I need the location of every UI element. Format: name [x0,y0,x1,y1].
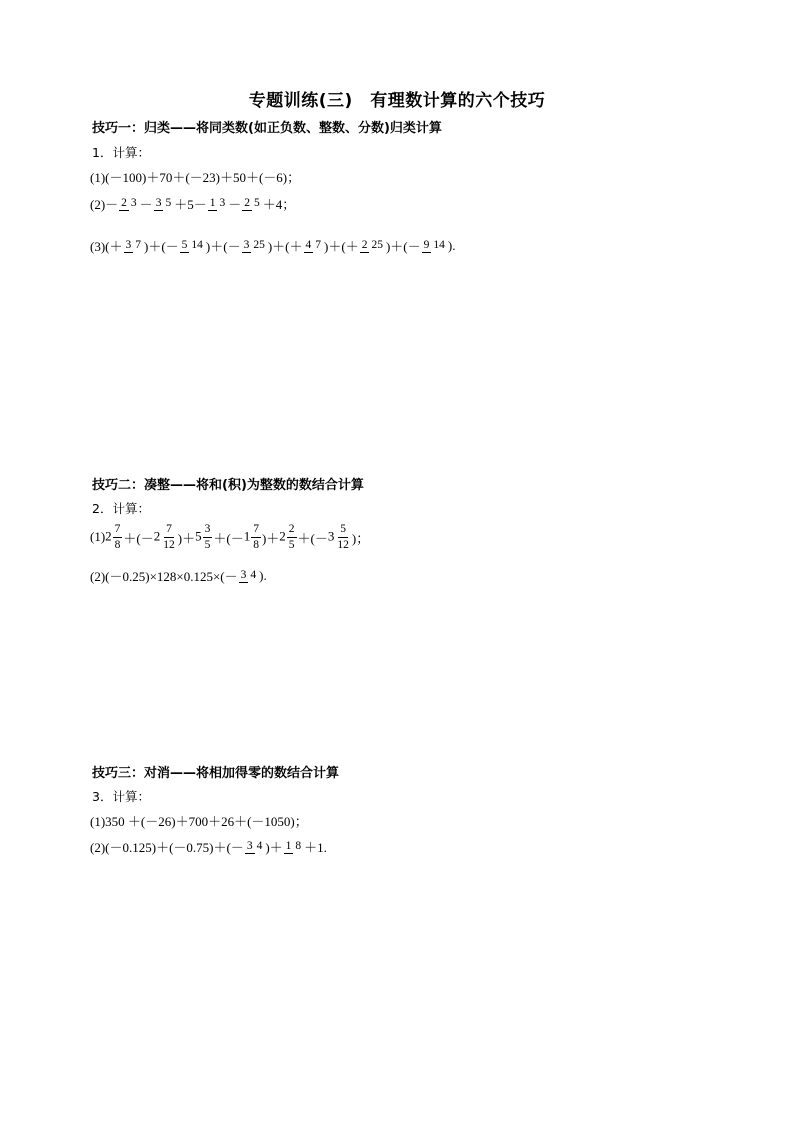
expr-text: )＋(－ [205,239,241,254]
fraction [203,523,213,552]
numerator: 1 [285,840,292,853]
denominator: 7 [315,239,322,252]
question-3-label: 3．计算： [92,789,150,804]
numerator: 3 [203,523,213,538]
expr-text: ＋1. [304,840,327,855]
mixed-number [195,523,213,552]
expr-text: ＋(－ [297,530,328,546]
fraction [119,197,139,210]
denominator: 25 [371,239,383,252]
fraction [245,840,265,853]
denominator: 5 [288,538,295,551]
fraction [242,197,262,210]
fraction [208,197,228,210]
whole-part: 2 [279,528,286,544]
expr-text: ＋4； [262,197,296,212]
numerator: 3 [243,239,250,252]
expr-text: ). [447,237,456,253]
numerator: 2 [287,523,297,538]
page-title: 专题训练(三) 有理数计算的六个技巧 [248,91,546,111]
denominator: 5 [165,197,172,210]
numerator: 2 [244,197,250,210]
numerator: 7 [113,523,123,538]
fraction [113,523,123,552]
expr-text: (1) [90,529,106,545]
numerator: 1 [209,197,216,210]
mixed-number [328,523,352,552]
fraction [304,239,324,252]
expr-text: (2)(－0.25)×128×0.125×(－ [90,569,238,584]
denominator: 5 [253,197,260,210]
question-2-label: 2．计算： [92,501,150,516]
section-3-heading: 技巧三：对消——将相加得零的数结合计算 [92,766,340,781]
expr-text: － [139,197,153,212]
expr-text: (3)(＋ [90,239,123,254]
mixed-number [279,523,297,552]
expr-text: )＋ [265,840,283,855]
denominator: 8 [114,538,121,551]
expr-text: ＋5－ [174,197,207,212]
problem-3-1 [90,811,308,830]
numerator: 3 [125,239,132,252]
denominator: 4 [250,569,257,582]
problem-2-2 [90,566,267,585]
whole-part: 5 [195,528,202,544]
denominator: 8 [253,538,259,551]
whole-part: 3 [327,528,335,544]
expr-text: )＋(－ [144,239,179,254]
numerator: 5 [181,239,188,252]
denominator: 7 [135,239,141,252]
expr-text: ＋(－ [123,530,154,546]
numerator: 3 [246,840,253,853]
mixed-number [105,523,123,552]
numerator: 7 [164,523,174,538]
denominator: 3 [219,197,226,210]
denominator: 25 [253,239,265,252]
expr-text: )＋(＋ [324,239,359,254]
numerator: 3 [240,569,247,582]
fraction [284,840,304,853]
problem-1-2 [90,194,295,213]
fraction [242,239,267,252]
fraction [239,569,259,582]
fraction [124,239,144,252]
fraction [422,239,447,252]
whole-part: 2 [153,528,161,544]
problem-3-2 [90,837,327,856]
denominator: 12 [163,538,175,551]
problem-2-1 [90,523,369,552]
problem-1-1-text: (1)(－100)＋70＋(－23)＋50＋(－6)； [90,170,301,185]
expr-text: (2)－ [90,197,119,212]
fraction [360,239,385,252]
numerator: 4 [305,239,312,252]
denominator: 12 [337,538,349,551]
expr-text: )＋(－ [385,239,421,254]
problem-3-1-text: (1)350 ＋(－26)＋700＋26＋(－1050)； [90,814,308,829]
fraction [154,197,174,210]
denominator: 3 [130,197,137,210]
expr-text: (2)(－0.125)＋(－0.75)＋(－ [90,840,244,855]
fraction [180,239,205,252]
numerator: 9 [423,239,430,252]
expr-text: － [228,197,242,212]
denominator: 14 [191,239,203,252]
numerator: 3 [155,197,162,210]
mixed-number [244,523,262,552]
fraction [287,523,297,552]
question-1-label: 1．计算： [92,145,150,160]
problem-1-3 [90,236,455,255]
numerator: 2 [121,197,127,210]
expr-text: )＋ [177,530,196,546]
fraction [335,523,351,552]
numerator: 7 [251,523,261,538]
expr-text: )＋(＋ [267,239,303,254]
numerator: 2 [361,239,368,252]
problem-1-1 [90,167,300,186]
denominator: 4 [256,840,263,853]
expr-text: ＋(－ [213,530,244,546]
section-2-heading: 技巧二：凑整——将和(积)为整数的数结合计算 [92,478,364,493]
fraction [251,523,261,552]
denominator: 8 [295,840,302,853]
numerator: 5 [338,523,348,538]
denominator: 5 [204,538,211,551]
denominator: 14 [433,239,445,252]
expr-text: ). [259,567,267,583]
mixed-number [154,523,178,552]
whole-part: 2 [105,528,112,544]
fraction [161,523,177,552]
section-1-heading: 技巧一：归类——将同类数(如正负数、整数、分数)归类计算 [92,121,442,136]
expr-text: )＋ [261,530,280,546]
expr-text: )； [351,530,370,546]
whole-part: 1 [243,528,251,544]
